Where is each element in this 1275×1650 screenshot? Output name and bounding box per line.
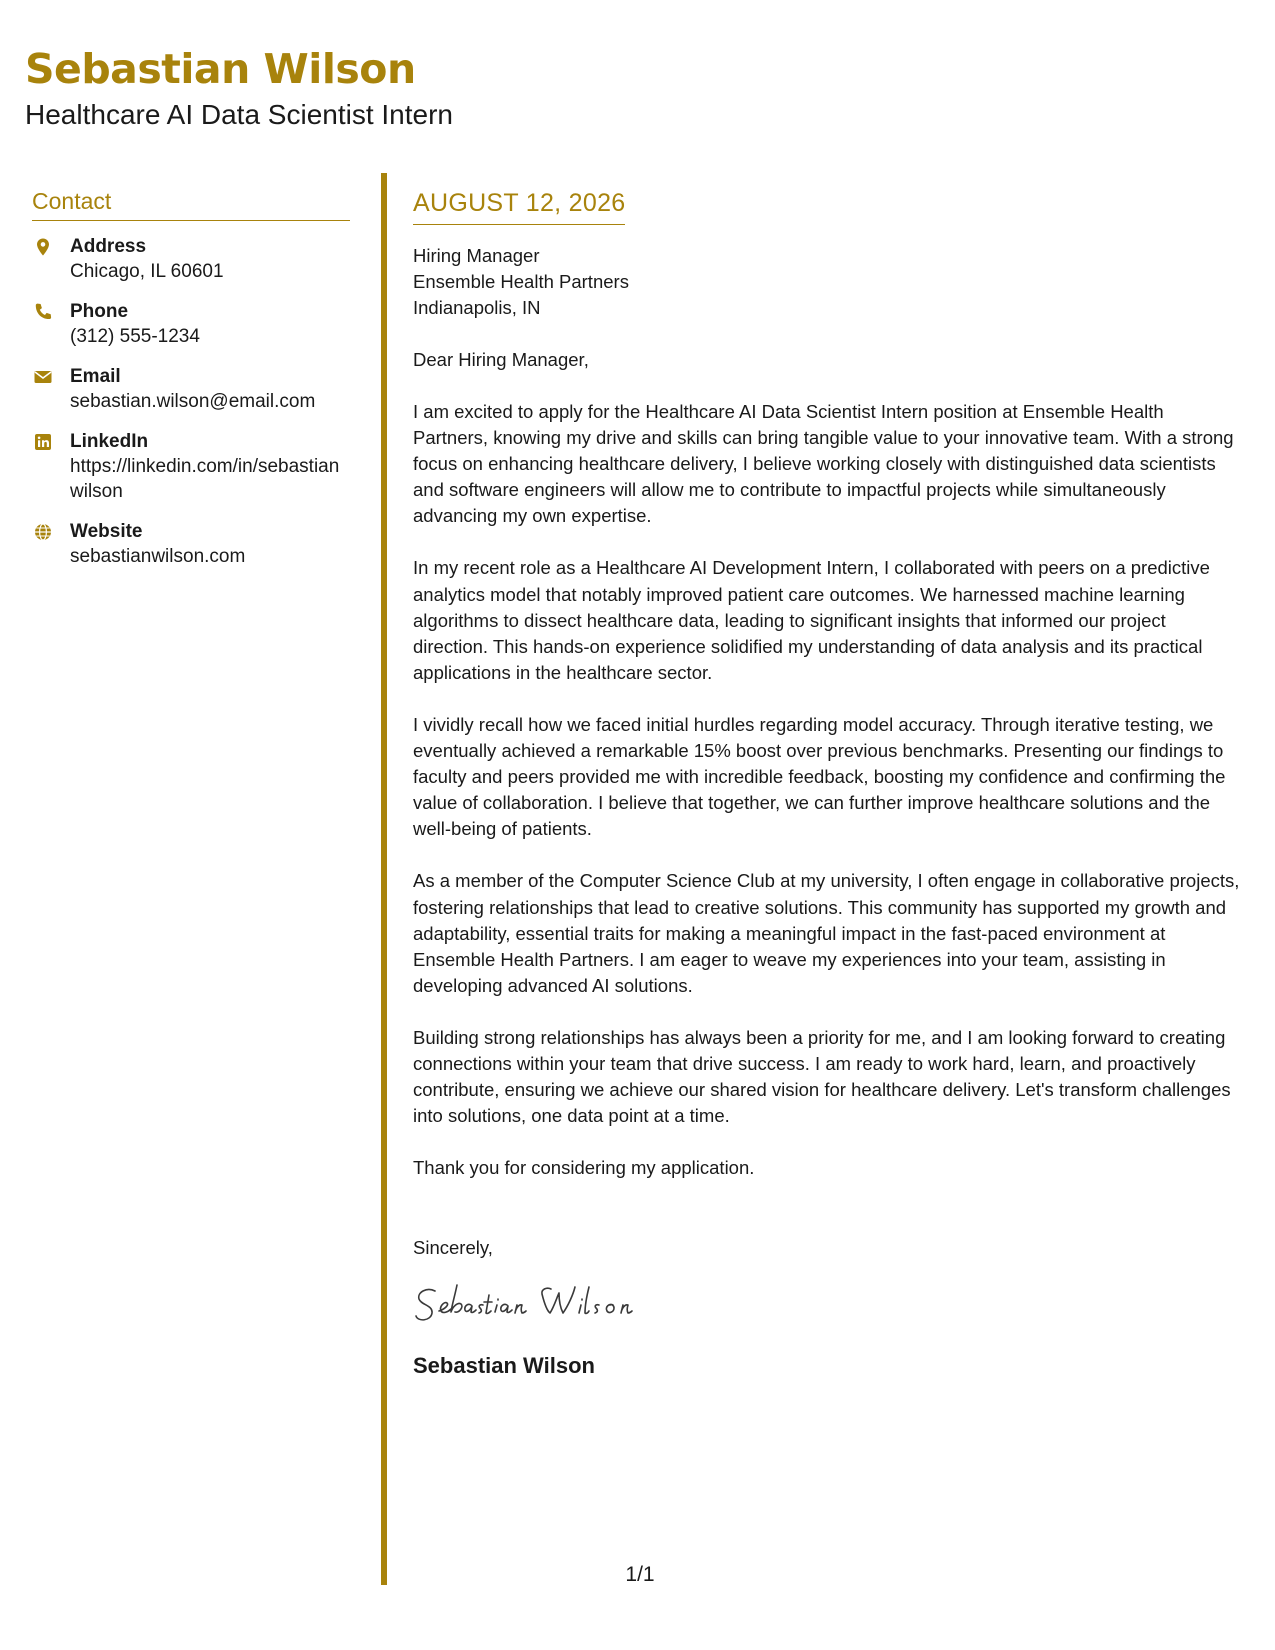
closing: Sincerely,	[413, 1237, 493, 1259]
contact-sidebar	[32, 188, 350, 584]
recipient-line: Ensemble Health Partners	[413, 271, 629, 292]
contact-heading: Contact	[32, 188, 350, 221]
linkedin-icon	[33, 432, 53, 452]
letter-body	[413, 189, 1243, 1379]
letter-paragraph: As a member of the Computer Science Club at my university, I often engage in collaborative projects, fostering relationships that lead to creative solutions. This community has supported my growth and adaptability, essential traits for making a meaningful impact in the fast-paced environment at Ensemble Health Partners. I am eager to weave my experiences into your team, assisting in developing advanced AI solutions.	[413, 870, 1240, 996]
letter-paragraph: I am excited to apply for the Healthcare AI Data Scientist Intern position at Ensemble Health Partners, knowing my drive and skills can bring tangible value to your innovative team. With a strong focus on enhancing healthcare delivery, I believe working closely with distinguished data scientists and software engineers will allow me to contribute to impactful projects while simultaneously advancing my own expertise.	[413, 401, 1234, 527]
envelope-icon	[33, 367, 53, 387]
page-number: 1/1	[625, 1563, 655, 1586]
contact-website	[32, 519, 350, 569]
recipient-line: Hiring Manager	[413, 245, 540, 266]
contact-value: sebastian.wilson@email.com	[70, 391, 316, 412]
phone-icon	[33, 302, 53, 322]
contact-value[interactable]: https://linkedin.com/in/sebastianwilson	[70, 456, 340, 502]
map-pin-icon	[33, 237, 53, 257]
contact-label: Website	[70, 521, 143, 542]
contact-phone	[32, 299, 350, 349]
globe-icon	[33, 522, 53, 542]
contact-label: Email	[70, 366, 121, 387]
handwritten-signature	[413, 1281, 683, 1327]
contact-value: Chicago, IL 60601	[70, 261, 224, 282]
letter-paragraph: In my recent role as a Healthcare AI Development Intern, I collaborated with peers on a predictive analytics model that notably improved patient care outcomes. We harnessed machine learning algorithms to dissect healthcare data, leading to significant insights that informed our project direction. This hands-on experience solidified my understanding of data analysis and its practical applications in the healthcare sector.	[413, 557, 1210, 683]
contact-label: Address	[70, 236, 147, 257]
contact-label: LinkedIn	[70, 431, 149, 452]
letter-paragraph: Thank you for considering my application.	[413, 1157, 755, 1179]
contact-label: Phone	[70, 301, 129, 322]
candidate-name: Sebastian Wilson	[25, 45, 416, 93]
letter-paragraph: I vividly recall how we faced initial hurdles regarding model accuracy. Through iterative testing, we eventually achieved a remarkable 15% boost over previous benchmarks. Presenting our findings to faculty and peers provided me with incredible feedback, boosting my confidence and confirming the value of collaboration. I believe that together, we can further improve healthcare solutions and the well-being of patients.	[413, 713, 1226, 840]
job-title: Healthcare AI Data Scientist Intern	[25, 99, 453, 130]
contact-linkedin	[32, 429, 350, 504]
recipient-line: Indianapolis, IN	[413, 297, 541, 318]
column-divider	[381, 173, 387, 1585]
signed-name: Sebastian Wilson	[413, 1353, 595, 1379]
recipient-block	[413, 243, 1243, 321]
letter-paragraph: Building strong relationships has always been a priority for me, and I am looking forward to creating connections within your team that drive success. I am ready to work hard, learn, and proactively contribute, ensuring we achieve our shared vision for healthcare delivery. Let's transform challenges into solutions, one data point at a time.	[413, 1026, 1231, 1127]
contact-value[interactable]: sebastianwilson.com	[70, 546, 246, 567]
salutation: Dear Hiring Manager,	[413, 349, 589, 370]
contact-email	[32, 364, 350, 414]
contact-address	[32, 234, 350, 284]
letter-date: AUGUST 12, 2026	[413, 189, 625, 225]
contact-value: (312) 555-1234	[70, 326, 200, 347]
